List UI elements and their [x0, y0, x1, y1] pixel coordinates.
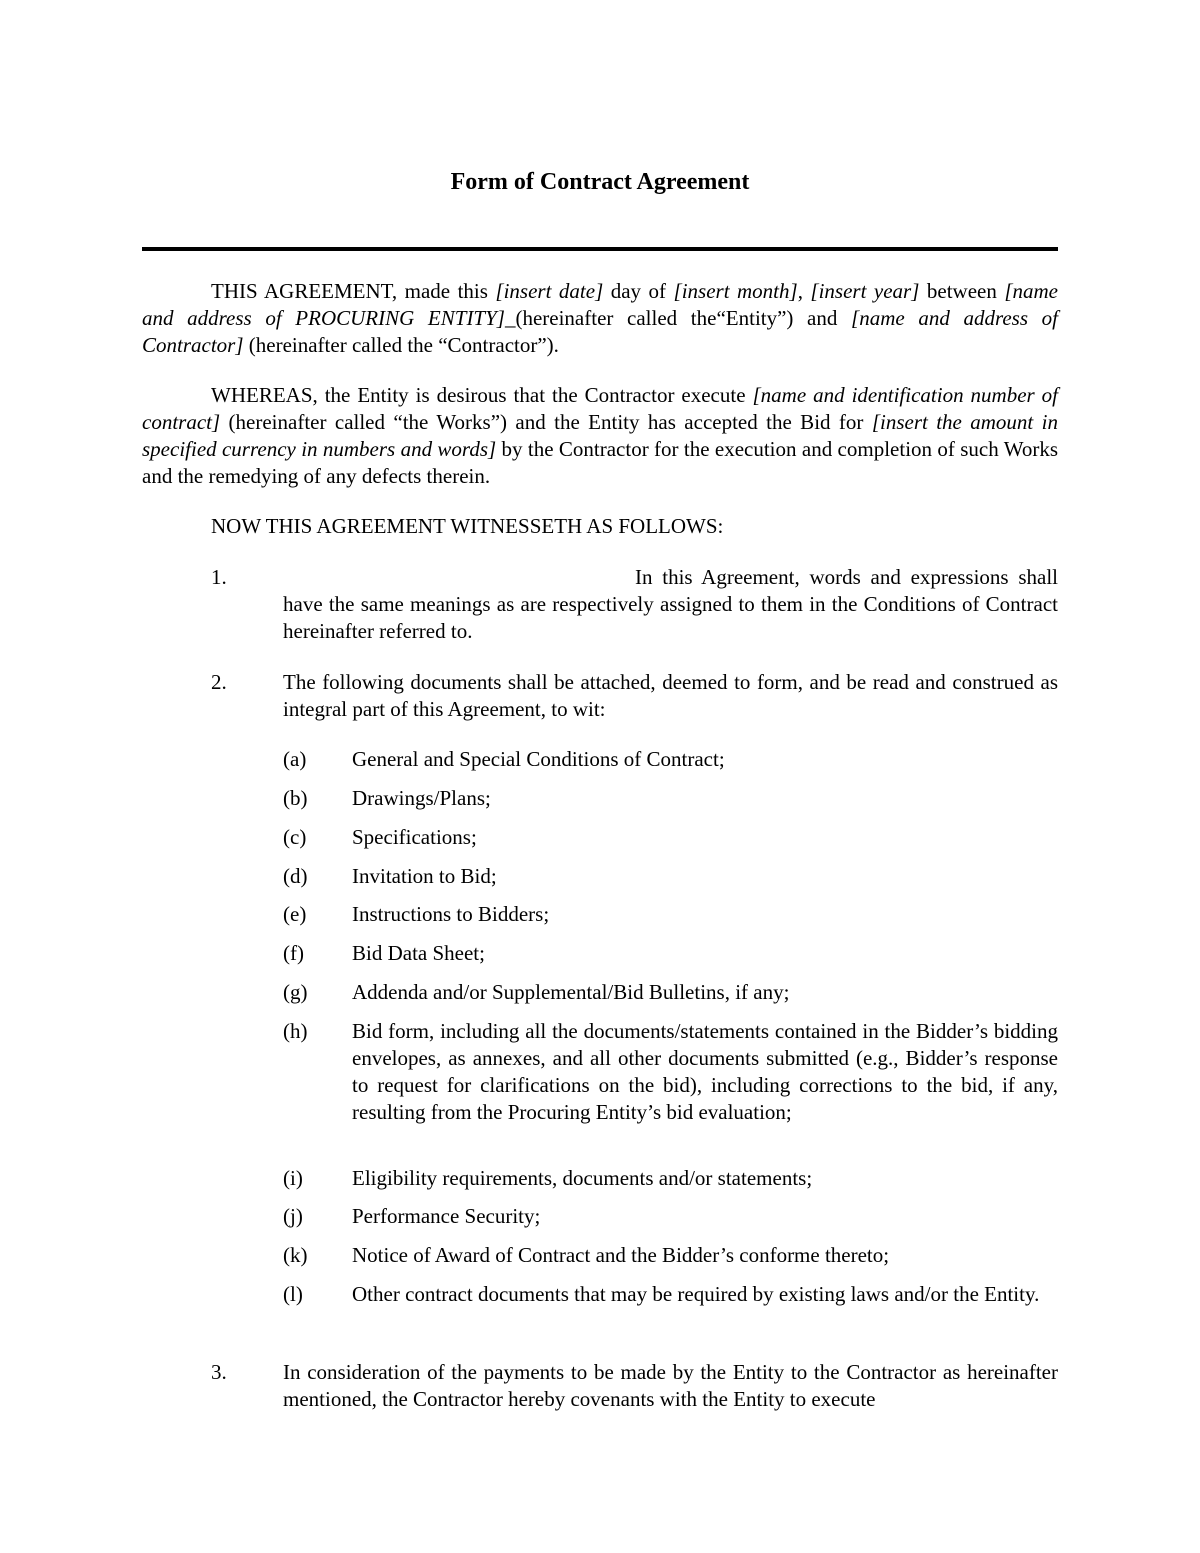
document-item: (a) General and Special Conditions of Contract; [283, 747, 725, 771]
document-item: (g) Addenda and/or Supplemental/Bid Bulletins, if any; [283, 980, 790, 1004]
clause-text: In this Agreement, words and expressions shall have the same meanings as are respectively assigned to them in the Conditions of Contract hereinafter referred to. [283, 565, 1058, 643]
placeholder-entity: [name and address of PROCURING ENTITY] [142, 279, 1058, 330]
clause-1 [211, 564, 1058, 645]
clause-text: In consideration of the payments to be made by the Entity to the Contractor as hereinafter mentioned, the Contractor hereby covenants with the Entity to execute [283, 1360, 1058, 1411]
document-item: (h) Bid form, including all the documents/statements contained in the Bidder’s bidding envelopes, as annexes, and all other documents submitted (e.g., Bidder’s response to request for clarifications on the bid), including corrections to the bid, if any, resulting from the Procuring Entity’s bid evaluation; [283, 1019, 1058, 1124]
document-item: (b) Drawings/Plans; [283, 786, 491, 810]
clause-number: 3. [211, 1360, 227, 1384]
document-item: (i) Eligibility requirements, documents and/or statements; [283, 1166, 813, 1190]
placeholder-date: [insert date] [495, 279, 604, 303]
whereas-paragraph: WHEREAS, the Entity is desirous that the Contractor execute [name and identification number of contract] (hereinafter called “the Works”) and the Entity has accepted the Bid for [insert the amount in specified currency in numbers and words] by the Contractor for the execution and completion of such Works and the remedying of any defects therein. [142, 383, 1059, 488]
placeholder-month: [insert month] [673, 279, 798, 303]
document-item: (d) Invitation to Bid; [283, 864, 497, 888]
clause-3 [211, 1359, 1058, 1413]
clause-number: 1. [211, 565, 227, 589]
document-item: (j) Performance Security; [283, 1204, 541, 1228]
agreement-paragraph: THIS AGREEMENT, made this [insert date] day of [insert month], [insert year] between [name and address of PROCURING ENTITY]_(hereinafter called the“Entity”) and [name and address of Contractor] (hereinafter called the “Contractor”). [142, 279, 1058, 357]
document-item: (c) Specifications; [283, 825, 477, 849]
document-title: Form of Contract Agreement [450, 169, 750, 195]
clause-number: 2. [211, 670, 227, 694]
witnesseth-heading: NOW THIS AGREEMENT WITNESSETH AS FOLLOWS: [211, 514, 724, 538]
document-item: (l) Other contract documents that may be required by existing laws and/or the Entity. [283, 1282, 1040, 1306]
document-item: (f) Bid Data Sheet; [283, 941, 485, 965]
document-item: (k) Notice of Award of Contract and the Bidder’s conforme thereto; [283, 1243, 890, 1267]
title-divider [142, 247, 1058, 251]
placeholder-contract: [name and identification number of contract] [142, 383, 1059, 434]
clause-text: The following documents shall be attached, deemed to form, and be read and construed as integral part of this Agreement, to wit: [283, 670, 1058, 721]
placeholder-year: [insert year] [810, 279, 920, 303]
clause-2 [211, 669, 1058, 723]
placeholder-amount: [insert the amount in specified currency in numbers and words] [142, 410, 1058, 461]
placeholder-contractor: [name and address of Contractor] [142, 306, 1058, 357]
document-item: (e) Instructions to Bidders; [283, 902, 550, 926]
